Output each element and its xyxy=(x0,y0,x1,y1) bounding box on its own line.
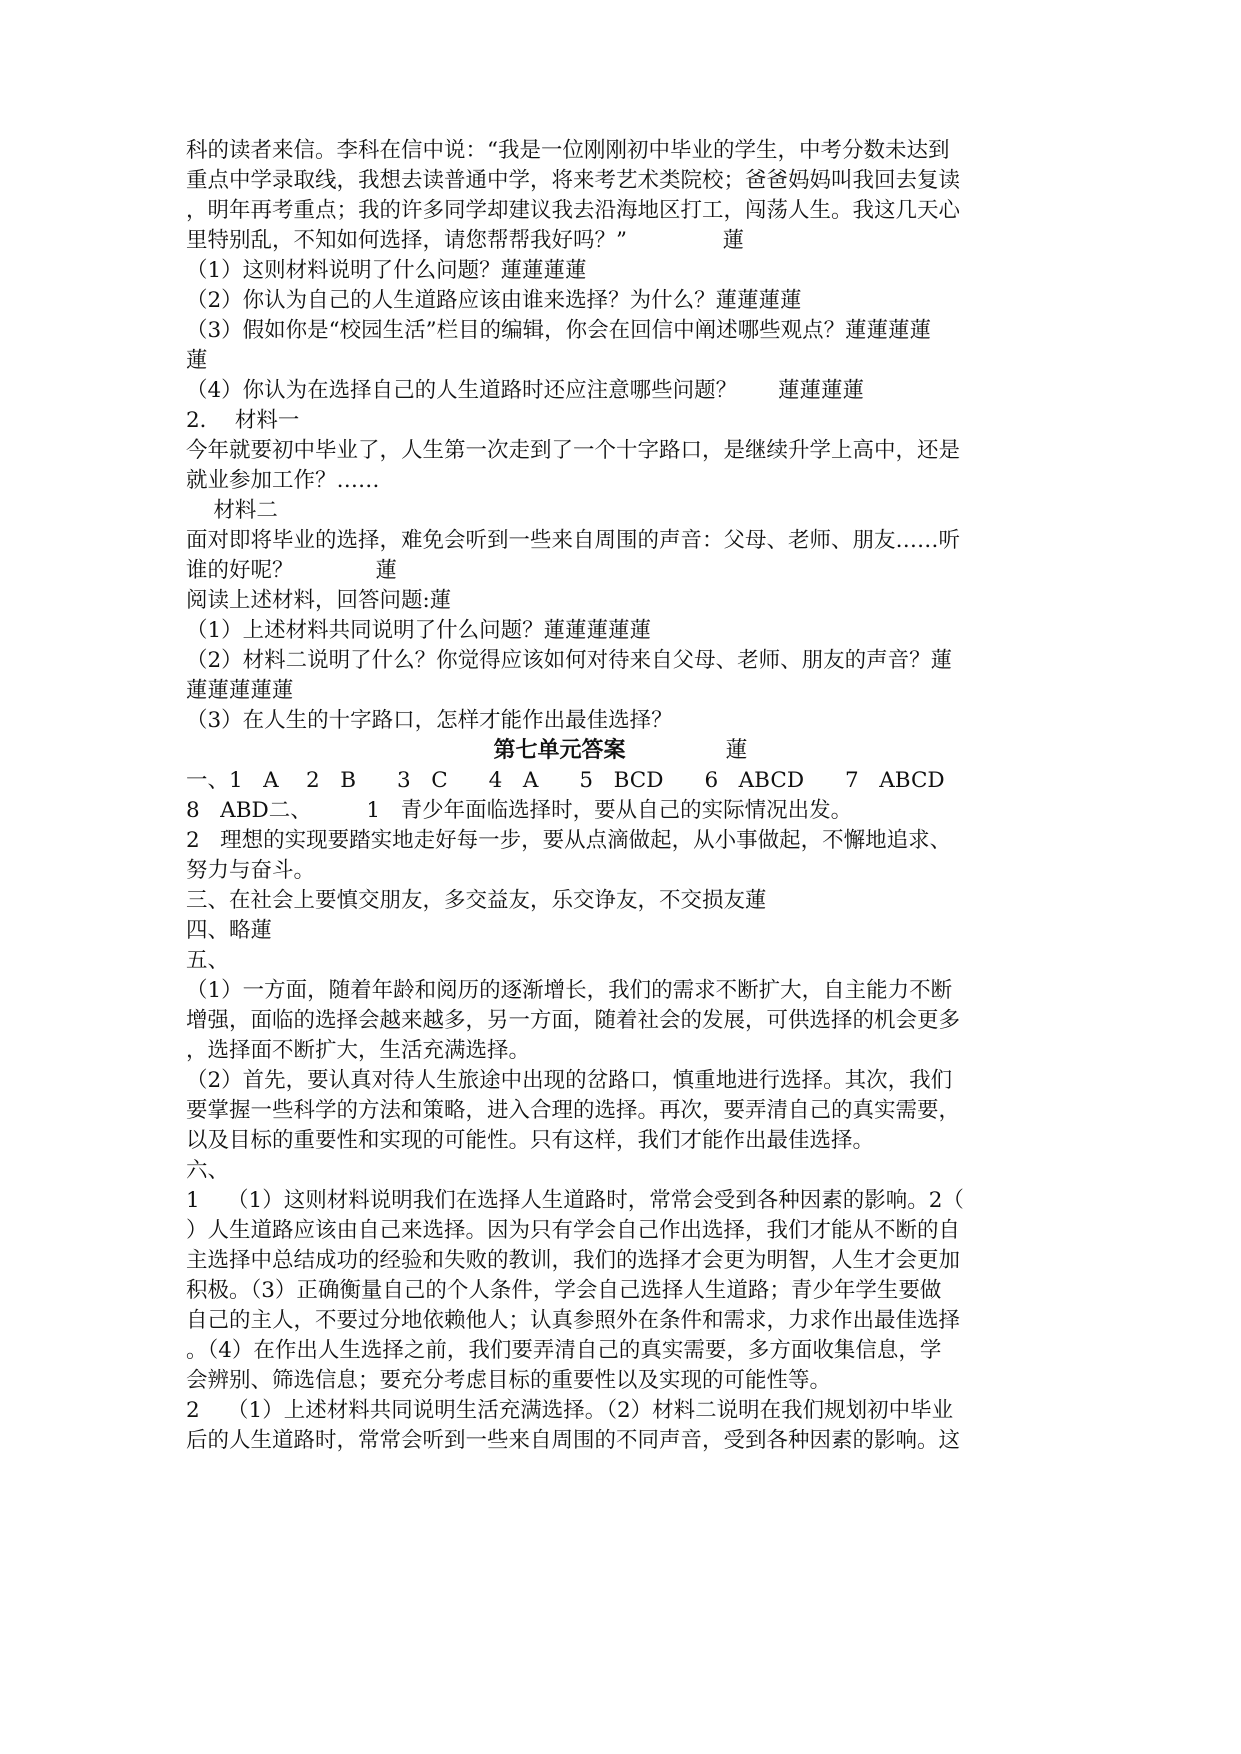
section-title xyxy=(0,736,1241,766)
text-line: ，选择面不断扩大，生活充满选择。 xyxy=(186,1038,531,1063)
text-line: 重点中学录取线，我想去读普通中学，将来考艺术类院校；爸爸妈妈叫我回去复读 xyxy=(186,168,961,193)
text-line: （2）材料二说明了什么？你觉得应该如何对待来自父母、老师、朋友的声音？蓮 xyxy=(186,648,953,673)
text-line: ）人生道路应该由自己来选择。因为只有学会自己作出选择，我们才能从不断的自 xyxy=(186,1218,961,1243)
text-line: 8 ABD二、 1 青少年面临选择时，要从自己的实际情况出发。 xyxy=(186,798,853,823)
text-line: 一、1 A 2 B 3 C 4 A 5 BCD 6 ABCD 7 ABCD xyxy=(186,768,945,793)
text-line: 科的读者来信。李科在信中说：“我是一位刚刚初中毕业的学生，中考分数未达到 xyxy=(186,138,950,163)
text-line: 今年就要初中毕业了，人生第一次走到了一个十字路口，是继续升学上高中，还是 xyxy=(186,438,961,463)
text-line: （1）这则材料说明了什么问题？蓮蓮蓮蓮 xyxy=(186,258,587,283)
text-line: 阅读上述材料，回答问题:蓮 xyxy=(186,588,452,613)
text-line: 六、 xyxy=(186,1158,230,1183)
text-line: 。（4）在作出人生选择之前，我们要弄清自己的真实需要，多方面收集信息，学 xyxy=(186,1338,942,1363)
text-line: 2． 材料一 xyxy=(186,408,300,433)
text-line: 主选择中总结成功的经验和失败的教训，我们的选择才会更为明智，人生才会更加 xyxy=(186,1248,961,1273)
text-line: 五、 xyxy=(186,948,230,973)
text-line: （1）一方面，随着年龄和阅历的逐渐增长，我们的需求不断扩大，自主能力不断 xyxy=(186,978,953,1003)
text-line: 积极。（3）正确衡量自己的个人条件，学会自己选择人生道路；青少年学生要做 xyxy=(186,1278,942,1303)
text-line: ，明年再考重点；我的许多同学却建议我去沿海地区打工，闯荡人生。我这几天心 xyxy=(186,198,961,223)
text-line: （1）上述材料共同说明了什么问题？蓮蓮蓮蓮蓮 xyxy=(186,618,652,643)
text-line: 2 （1）上述材料共同说明生活充满选择。（2）材料二说明在我们规划初中毕业 xyxy=(186,1398,954,1423)
text-line: 后的人生道路时，常常会听到一些来自周围的不同声音，受到各种因素的影响。这 xyxy=(186,1428,961,1453)
text-line: 谁的好呢？ 蓮 xyxy=(186,558,398,583)
text-line: 蓮 xyxy=(186,348,208,373)
text-line: 就业参加工作？…… xyxy=(186,468,380,493)
text-line: 2 理想的实现要踏实地走好每一步，要从点滴做起，从小事做起，不懈地追求、 xyxy=(186,828,952,853)
text-line: 会辨别、筛选信息；要充分考虑目标的重要性以及实现的可能性等。 xyxy=(186,1368,832,1393)
text-line: 面对即将毕业的选择，难免会听到一些来自周围的声音：父母、老师、朋友……听 xyxy=(186,528,961,553)
text-line: 要掌握一些科学的方法和策略，进入合理的选择。再次，要弄清自己的真实需要， xyxy=(186,1098,961,1123)
text-line: 以及目标的重要性和实现的可能性。只有这样，我们才能作出最佳选择。 xyxy=(186,1128,875,1153)
text-line: 里特别乱，不知如何选择，请您帮帮我好吗？” 蓮 xyxy=(186,228,745,253)
title-text: 第七单元答案 xyxy=(493,738,626,763)
text-line: 1 （1）这则材料说明我们在选择人生道路时，常常会受到各种因素的影响。2（ xyxy=(186,1188,964,1213)
text-line: 增强，面临的选择会越来越多，另一方面，随着社会的发展，可供选择的机会更多 xyxy=(186,1008,961,1033)
text-line: 四、略蓮 xyxy=(186,918,273,943)
text-line: （2）你认为自己的人生道路应该由谁来选择？为什么？蓮蓮蓮蓮 xyxy=(186,288,802,313)
text-line: 努力与奋斗。 xyxy=(186,858,316,883)
text-line: （3）在人生的十字路口，怎样才能作出最佳选择？ xyxy=(186,708,673,733)
text-line: 蓮蓮蓮蓮蓮 xyxy=(186,678,294,703)
text-line: 三、在社会上要慎交朋友，多交益友，乐交诤友，不交损友蓮 xyxy=(186,888,767,913)
title-mark: 蓮 xyxy=(725,738,748,763)
text-line: （3）假如你是“校园生活”栏目的编辑，你会在回信中阐述哪些观点？蓮蓮蓮蓮 xyxy=(186,318,932,343)
text-line: 自己的主人，不要过分地依赖他人；认真参照外在条件和需求，力求作出最佳选择 xyxy=(186,1308,961,1333)
text-line: （2）首先，要认真对待人生旅途中出现的岔路口，慎重地进行选择。其次，我们 xyxy=(186,1068,953,1093)
text-line: （4）你认为在选择自己的人生道路时还应注意哪些问题？ 蓮蓮蓮蓮 xyxy=(186,378,865,403)
text-line: 材料二 xyxy=(186,498,278,523)
